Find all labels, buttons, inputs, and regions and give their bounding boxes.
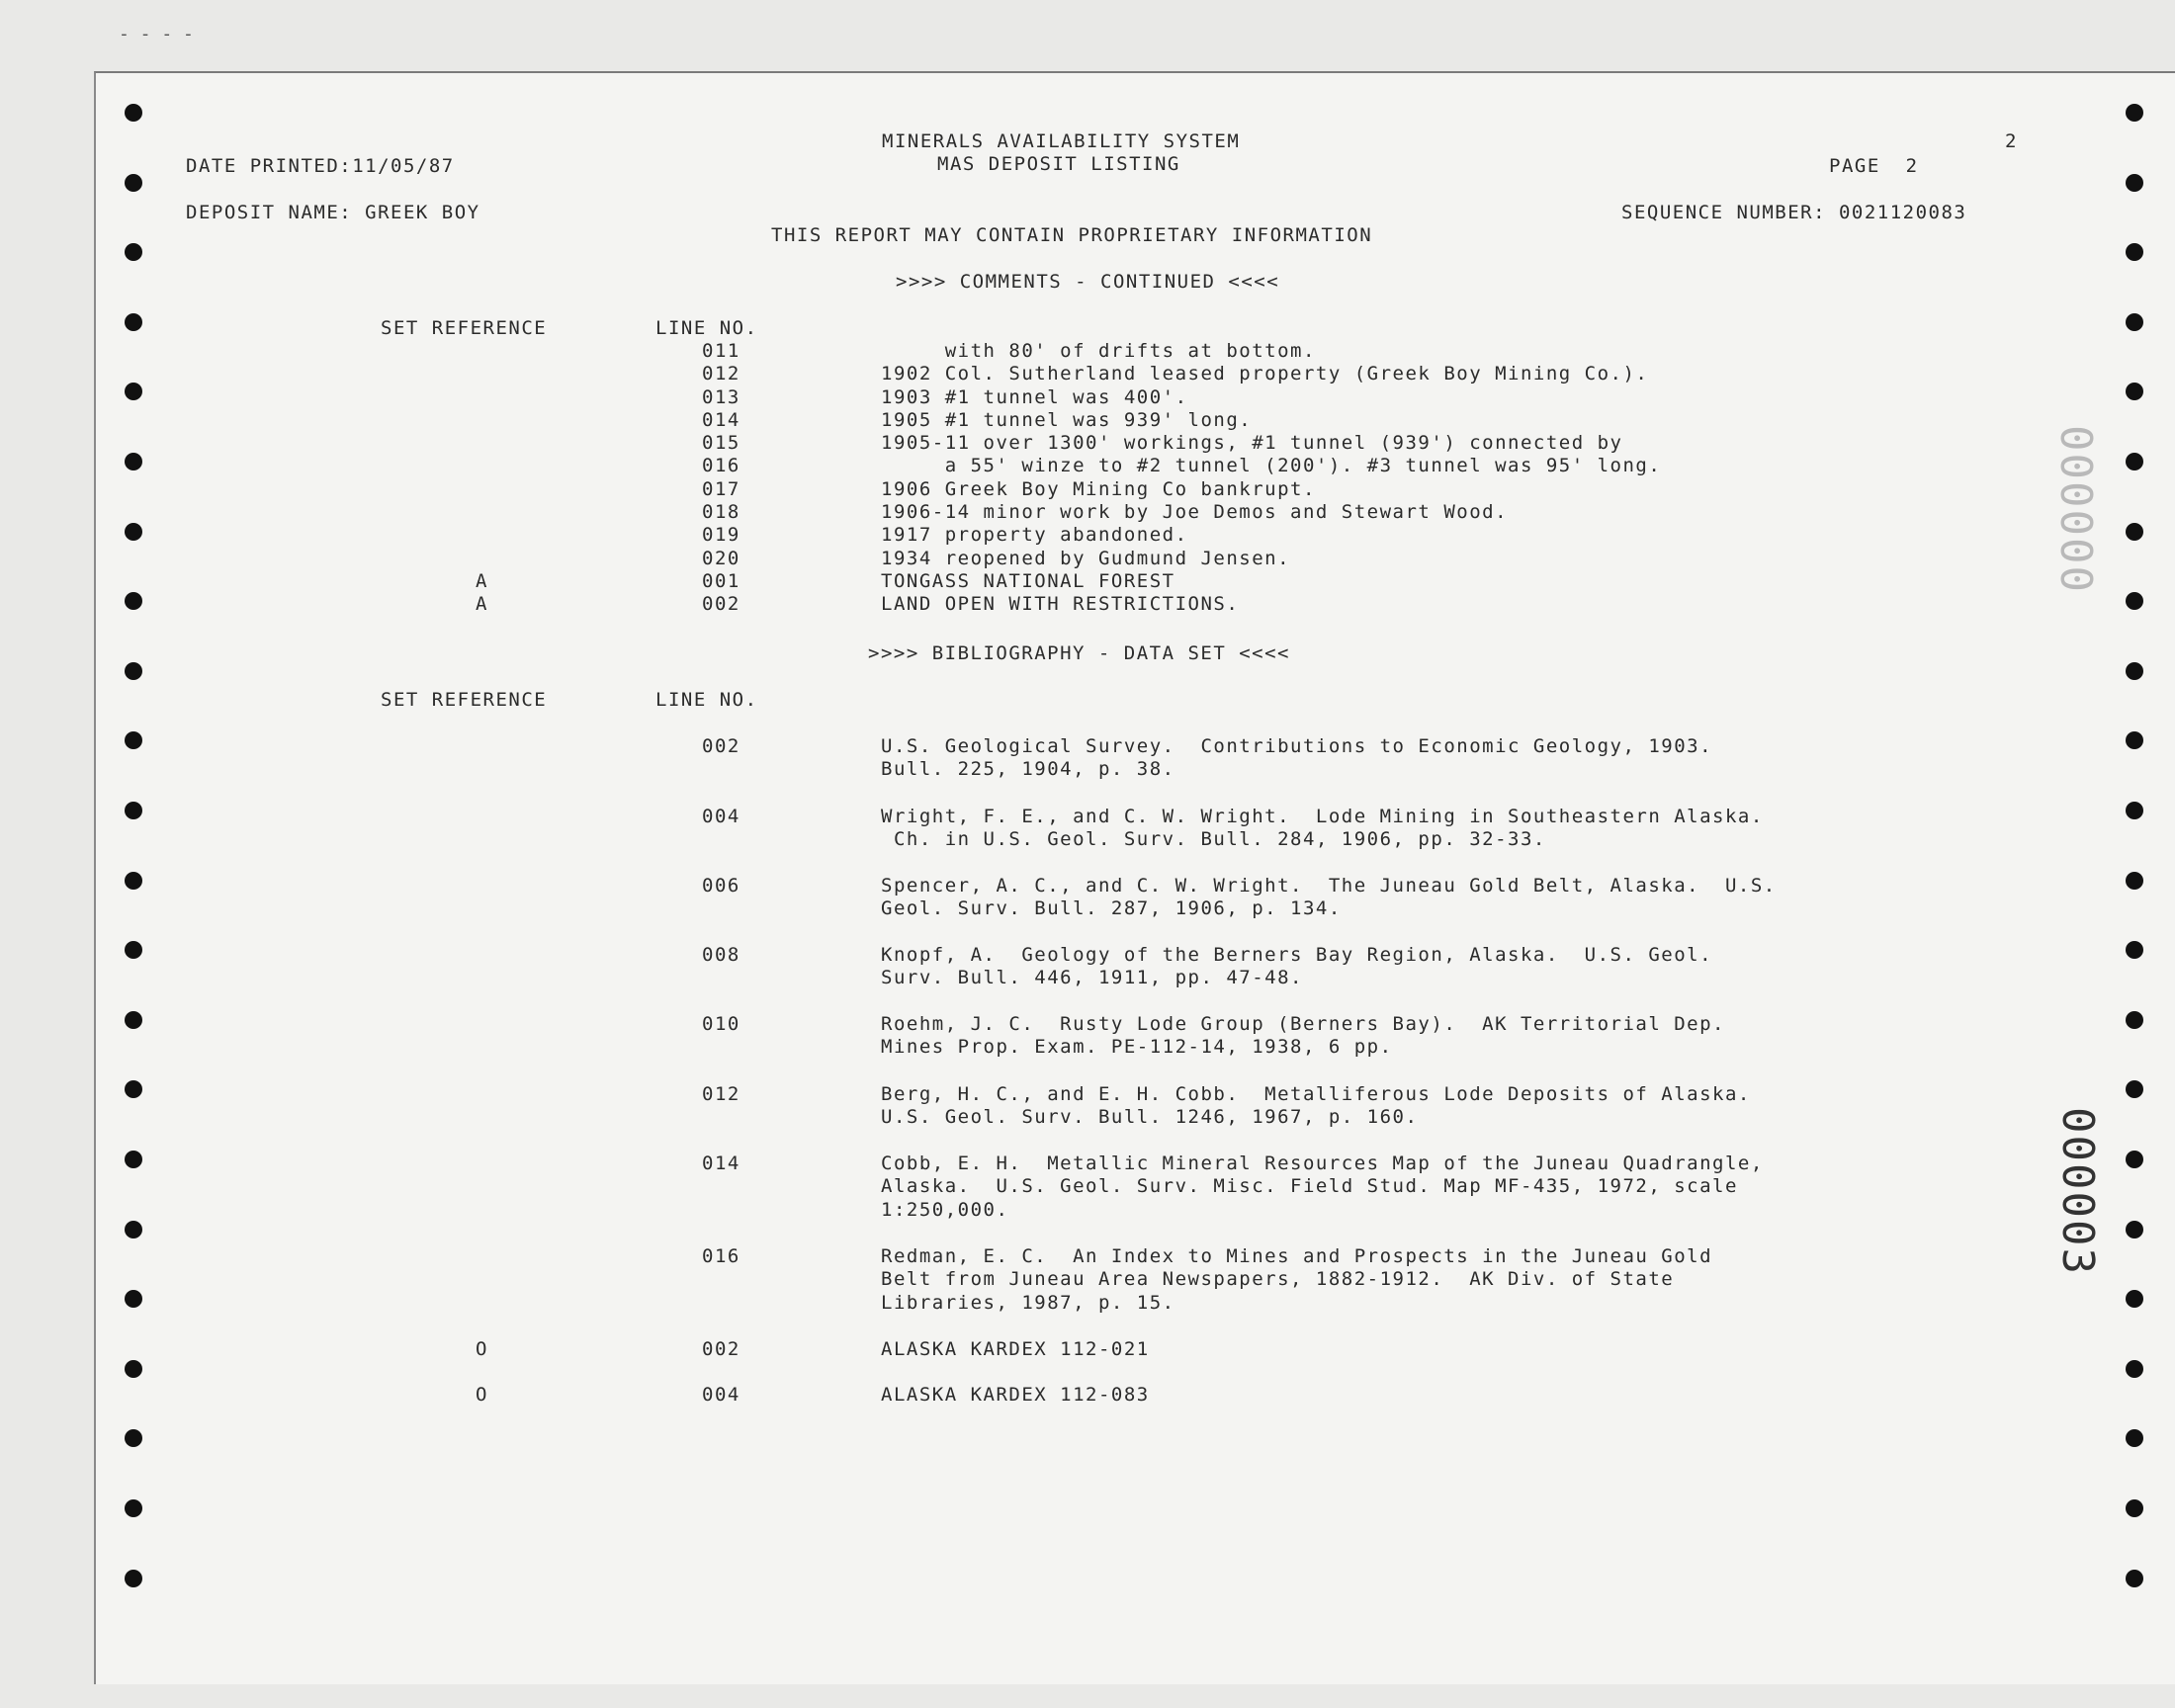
page-corner-number: 2 [2005,130,2018,152]
bibliography-citation-line: Knopf, A. Geology of the Berners Bay Region, Alaska. U.S. Geol. [881,944,1713,966]
tractor-feed-hole [125,174,142,192]
tractor-feed-hole [125,1499,142,1517]
bibliography-heading: >>>> BIBLIOGRAPHY - DATA SET <<<< [868,642,1290,664]
tractor-feed-hole [125,523,142,541]
tractor-feed-hole [125,453,142,470]
tractor-feed-hole [2126,1151,2143,1168]
comment-line-number: 016 [702,455,740,477]
bibliography-set-reference: O [476,1338,488,1360]
comment-text: 1934 reopened by Gudmund Jensen. [881,547,1291,569]
bibliography-col-line-no: LINE NO. [655,689,758,711]
comments-col-set-reference: SET REFERENCE [381,317,548,339]
sequence-number: SEQUENCE NUMBER: 0021120083 [1621,202,1967,223]
bibliography-citation-line: Wright, F. E., and C. W. Wright. Lode Mining in Southeastern Alaska. [881,806,1764,827]
comment-text: 1905 #1 tunnel was 939' long. [881,408,1253,431]
bibliography-line-number: 014 [702,1153,740,1174]
comment-line-number: 001 [702,569,740,592]
comment-line-number: 002 [702,593,740,616]
bibliography-citation-line: Geol. Surv. Bull. 287, 1906, p. 134. [881,897,1342,920]
tractor-feed-hole [2126,523,2143,541]
tractor-feed-hole [125,872,142,890]
bibliography-line-number: 002 [702,1338,740,1360]
bibliography-citation-line: Surv. Bull. 446, 1911, pp. 47-48. [881,967,1303,989]
comment-set-reference [476,548,505,570]
tractor-feed-hole [125,662,142,680]
bibliography-citation-line: Mines Prop. Exam. PE-112-14, 1938, 6 pp. [881,1036,1393,1059]
comment-set-reference [476,340,505,363]
comment-set-reference [476,432,505,455]
comment-line-number: 011 [702,340,740,362]
bibliography-line-number: 016 [702,1245,740,1267]
bibliography-citation-line: Libraries, 1987, p. 15. [881,1291,1175,1314]
bibliography-citation-line: Bull. 225, 1904, p. 38. [881,758,1175,781]
comment-text: a 55' winze to #2 tunnel (200'). #3 tunnel was 95' long. [881,455,1662,477]
bibliography-citation-line: Belt from Juneau Area Newspapers, 1882-1912. AK Div. of State [881,1268,1675,1291]
comment-line-number: 013 [702,385,740,408]
comment-line-number: 020 [702,547,740,569]
bibliography-citation-line: ALASKA KARDEX 112-083 [881,1384,1150,1406]
tractor-feed-hole [2126,1499,2143,1517]
bibliography-line-number: 010 [702,1013,740,1035]
date-printed: DATE PRINTED:11/05/87 [186,155,455,177]
comment-text: 1917 property abandoned. [881,524,1188,547]
bibliography-citation-line: Ch. in U.S. Geol. Surv. Bull. 284, 1906, pp. 32-33. [881,828,1546,851]
sheet-number-stamp: 000003 [2052,1107,2103,1276]
bibliography-citation-line: Roehm, J. C. Rusty Lode Group (Berners Bay). AK Territorial Dep. [881,1013,1725,1035]
comment-text: 1902 Col. Sutherland leased property (Greek Boy Mining Co.). [881,363,1649,385]
comment-set-reference [476,455,505,477]
bibliography-line-number: 012 [702,1083,740,1105]
comment-line-number: 015 [702,432,740,455]
tractor-feed-hole [2126,872,2143,890]
bibliography-citation-line: Berg, H. C., and E. H. Cobb. Metalliferous Lode Deposits of Alaska. [881,1083,1751,1105]
tractor-feed-hole [125,1570,142,1587]
comment-set-reference: A [476,569,488,592]
bibliography-citation-line: Spencer, A. C., and C. W. Wright. The Juneau Gold Belt, Alaska. U.S. [881,875,1777,897]
comment-text: with 80' of drifts at bottom. [881,340,1316,362]
comments-heading: >>>> COMMENTS - CONTINUED <<<< [896,271,1280,293]
tractor-feed-hole [125,1011,142,1029]
comment-text: 1903 #1 tunnel was 400'. [881,385,1188,408]
comments-col-line-no: LINE NO. [655,317,758,339]
proprietary-notice: THIS REPORT MAY CONTAIN PROPRIETARY INFORMATION [771,224,1373,246]
comment-text: 1906-14 minor work by Joe Demos and Stewart Wood. [881,501,1509,524]
comment-text: 1905-11 over 1300' workings, #1 tunnel (939') connected by [881,432,1623,455]
tractor-feed-hole [125,1360,142,1378]
comments-set-column [476,340,505,617]
tractor-feed-hole [125,1151,142,1168]
tractor-feed-hole [2126,1011,2143,1029]
tractor-feed-hole [2126,174,2143,192]
bibliography-line-number: 008 [702,944,740,966]
bibliography-citation-line: U.S. Geological Survey. Contributions to Economic Geology, 1903. [881,735,1713,757]
page-number: PAGE 2 [1829,155,1919,177]
tractor-feed-hole [2126,802,2143,819]
tractor-feed-hole [2126,313,2143,331]
scan-mark: - - - - [119,24,194,44]
tractor-feed-hole [125,1221,142,1238]
bibliography-line-number: 006 [702,875,740,897]
tractor-feed-hole [125,313,142,331]
bibliography-citation-line: Redman, E. C. An Index to Mines and Prospects in the Juneau Gold [881,1245,1713,1267]
bibliography-citation-line: ALASKA KARDEX 112-021 [881,1338,1150,1360]
comment-line-number: 017 [702,477,740,500]
bibliography-citation-line: 1:250,000. [881,1198,1009,1221]
bibliography-line-number: 004 [702,806,740,827]
bibliography-line-number: 004 [702,1384,740,1406]
tractor-feed-hole [2126,1360,2143,1378]
bibliography-col-set-reference: SET REFERENCE [381,689,548,711]
comment-set-reference [476,478,505,501]
tractor-feed-hole [125,104,142,122]
listing-title: MAS DEPOSIT LISTING [937,153,1180,175]
tractor-feed-hole [2126,1570,2143,1587]
bibliography-set-reference: O [476,1384,488,1406]
comment-set-reference [476,524,505,547]
comment-set-reference [476,409,505,432]
comments-text-column [881,340,1661,617]
tractor-feed-hole [2126,662,2143,680]
tractor-feed-hole [125,802,142,819]
bibliography-citation-line: Cobb, E. H. Metallic Mineral Resources Map of the Juneau Quadrangle, [881,1153,1764,1174]
faint-sheet-stamp: 000000 [2050,425,2101,594]
comment-line-number: 018 [702,501,740,524]
tractor-feed-hole [2126,104,2143,122]
bibliography-citation-line: U.S. Geol. Surv. Bull. 1246, 1967, p. 160. [881,1106,1419,1129]
comment-line-number: 014 [702,408,740,431]
comment-line-number: 012 [702,363,740,385]
comment-set-reference: A [476,593,488,616]
comment-set-reference [476,363,505,385]
tractor-feed-hole [2126,453,2143,470]
tractor-feed-hole [2126,1221,2143,1238]
comment-text: TONGASS NATIONAL FOREST [881,569,1175,592]
comment-line-number: 019 [702,524,740,547]
comment-set-reference [476,386,505,409]
system-title: MINERALS AVAILABILITY SYSTEM [882,130,1241,152]
comment-text: 1906 Greek Boy Mining Co bankrupt. [881,477,1316,500]
bibliography-citation-line: Alaska. U.S. Geol. Surv. Misc. Field Stud. Map MF-435, 1972, scale [881,1175,1738,1198]
comment-set-reference [476,501,505,524]
comment-text: LAND OPEN WITH RESTRICTIONS. [881,593,1240,616]
bibliography-line-number: 002 [702,735,740,757]
deposit-name: DEPOSIT NAME: GREEK BOY [186,202,480,223]
comments-line-column [702,340,740,617]
